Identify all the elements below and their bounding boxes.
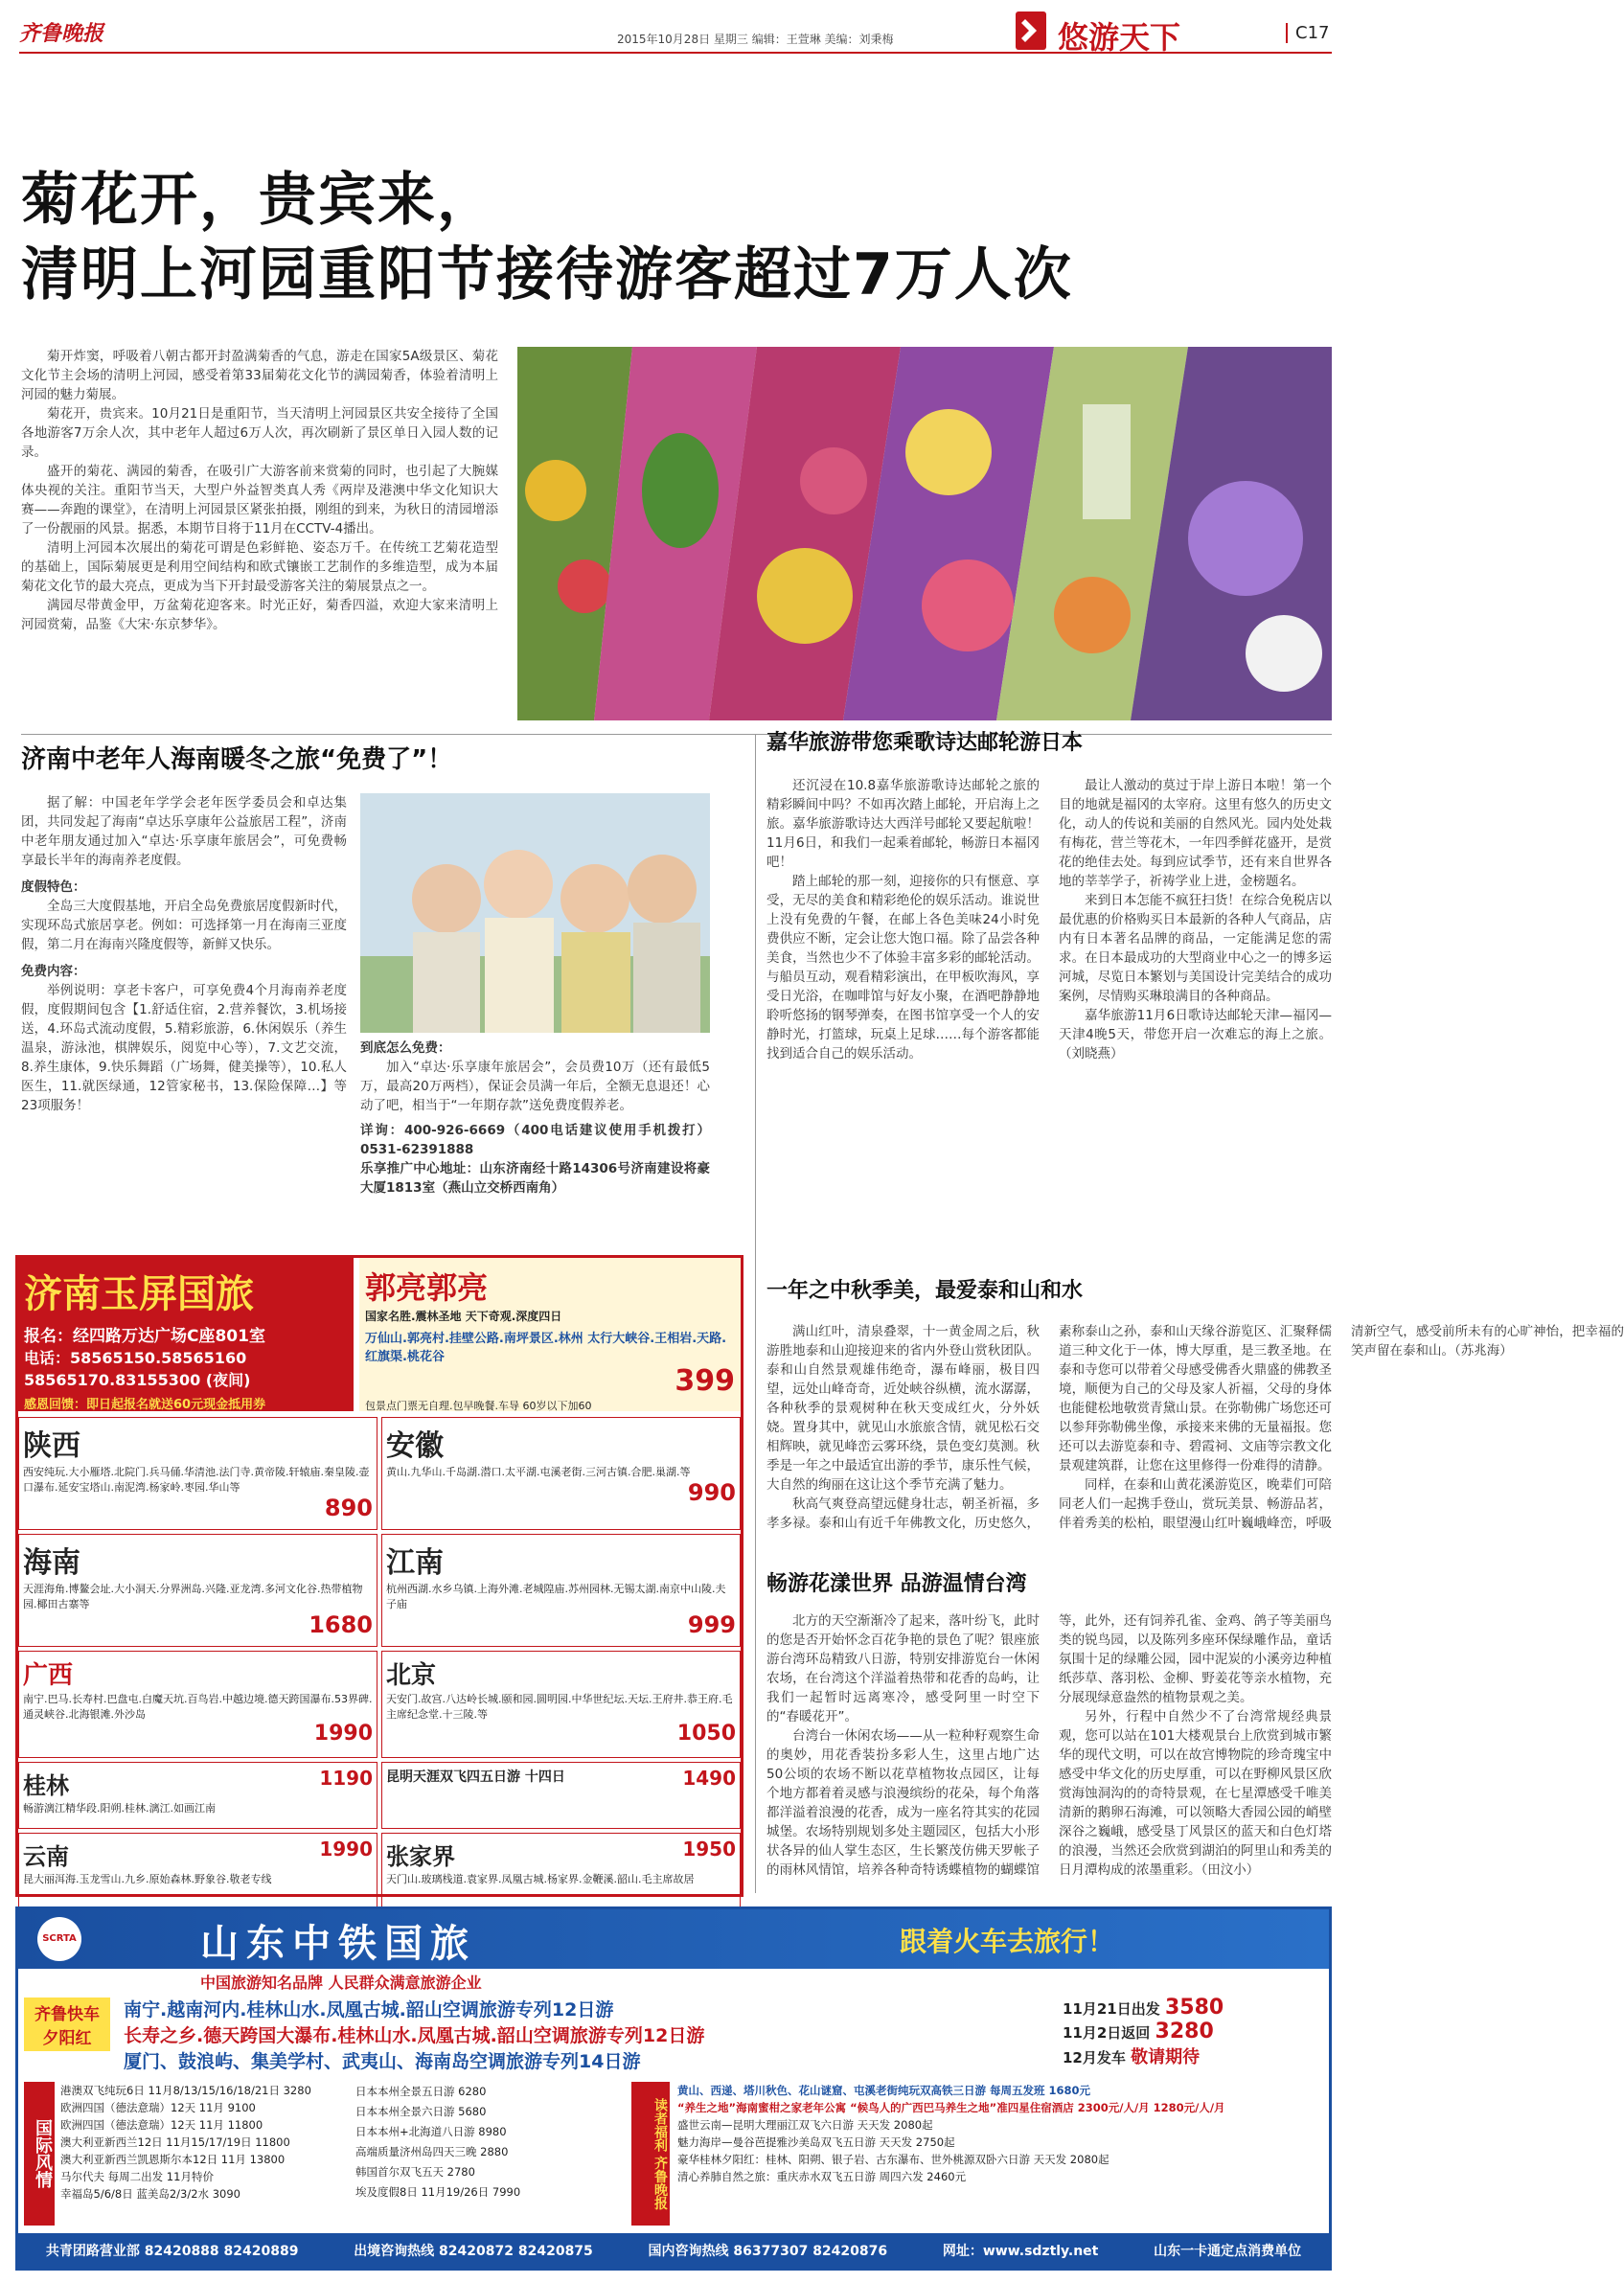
list-item: 盛世云南—昆明大理丽江双飞六日游 天天发 2080起 (677, 2118, 933, 2132)
list-item: 日本本州全景五日游 6280 (355, 2085, 487, 2098)
intl-badge: 国际风情 (24, 2082, 55, 2226)
story3-body (766, 776, 1332, 1267)
dest-guangxi (18, 1651, 377, 1758)
paragraph: 北方的天空渐渐冷了起来，落叶纷飞，此时的您是否开始怀念百花争艳的景色了呢？银座旅游台湾环岛精致八日游，特别安排游览台一休闲农场，在台湾这个洋溢着热带和花香的岛屿，让我们一起暂时远离寒冷，感受阿里一时空下的“春暖花开”。 (766, 1613, 1040, 1724)
dest-price: 1990 (313, 1722, 373, 1746)
headline-line-1: 菊花开，贵宾来， (21, 167, 496, 234)
agency-address: 报名：经四路万达广场C座801室 (24, 1327, 265, 1346)
issue-meta: 2015年10月28日 星期三 编辑：王萱琳 美编：刘秉梅 (617, 33, 894, 46)
dest-route: 天涯海角.博鳌会址.大小洞天.分界洲岛.兴隆.亚龙湾.多河文化谷.热带植物园.椰田古寨等 (23, 1583, 363, 1610)
ad2-footer (18, 2233, 1329, 2268)
paragraph: 全岛三大度假基地，开启全岛免费旅居度假新时代，实现环岛式旅居享老。例如：可选择第一月在海南三亚度假，第二月在海南兴隆度假等，新鲜又快乐。 (21, 899, 347, 952)
list-item: 埃及度假8日 11月19/26日 7990 (355, 2185, 521, 2199)
story1-body (21, 347, 498, 634)
paragraph: 举例说明：享老卡客户，可享免费4个月海南养老度假，度假期间包含【1.舒适住宿，2.营养餐饮，3.机场接送，4.环岛式流动度假，5.精彩旅游，6.休闲娱乐（养生温泉，游泳池，棋牌娱乐，阅览中心等），7.文艺交流，8.养生康体，9.快乐舞蹈（广场舞，健美操等），10.私人医生，11.就医绿通，12管家秘书，13.保险保障…】等23项服务！ (21, 983, 347, 1113)
guoliang-price: 399 (675, 1364, 735, 1398)
paragraph: 秋高气爽登高望远健身壮志，朝圣祈福，多孝多禄。泰和山有近千年佛教文化，历史悠久，素称泰山之孙，泰和山天缘谷游览区、汇聚释儒道三种文化于一体，博大厚重，是三教圣地。在泰和寺您可以带着父母感受佛香火鼎盛的佛教圣境，顺便为自己的父母及家人祈福，父母的身体也能健松地敬赏青黛山景。在弥勒佛广场您还可以参拜弥勒佛坐像，承接来来佛的无量福报。您还可以去游览泰和寺、碧霞祠、文庙等宗教文化景观建筑群，让您在这里修得一份难得的清静。 (766, 1324, 1332, 1531)
price: 3280 (1155, 2020, 1214, 2043)
list-item: 欧洲四国（德法意瑞）12天 11月 11800 (60, 2118, 263, 2132)
guoliang-route: 万仙山.郭亮村.挂壁公路.南坪景区.林州 太行大峡谷.王相岩.天路.红旗渠.桃花谷 (365, 1332, 727, 1364)
dest-price: 1190 (319, 1767, 373, 1790)
dest-name: 张家界 (386, 1843, 455, 1870)
ad2-agency-name: 山东中铁国旅 (200, 1922, 476, 1966)
section-name: 悠游天下 (1058, 19, 1181, 56)
dest-shaanxi (18, 1417, 377, 1530)
train-line: 南宁.越南河内.桂林山水.凤凰古城.韶山空调旅游专列12日游 (124, 1999, 614, 2020)
paragraph: 同样，在泰和山黄花溪游览区，晚辈们可陪同老人们一起携手登山，赏玩美景、畅游品茗，伴着秀美的松柏，眼望漫山红叶巍峨峰峦，呼吸清新空气，感受前所未有的心旷神怡，把幸福的笑声留在泰和山。（苏兆海） (1059, 1324, 1624, 1531)
dest-price: 1990 (319, 1838, 373, 1861)
list-item: 幸福岛5/6/8日 蓝美岛2/3/2水 3090 (60, 2187, 240, 2201)
dest-route: 天安门.故宫.八达岭长城.颐和园.圆明园.中华世纪坛.天坛.王府井.恭王府.毛主席纪念堂.十三陵.等 (386, 1693, 733, 1721)
dest-name: 海南 (23, 1546, 80, 1580)
zhongtie-travel-ad (15, 1906, 1332, 2271)
subhead: 免费内容： (21, 964, 86, 979)
list-item: 高端质量济州岛四天三晚 2880 (355, 2145, 509, 2158)
asia-list (355, 2082, 624, 2203)
footer-contact: 出境咨询热线 82420872 82420875 (354, 2244, 593, 2259)
list-item: 豪华桂林夕阳红：桂林、阳朔、银子岩、古东瀑布、世外桃源双卧六日游 天天发 2080起 (677, 2153, 1109, 2166)
reader-list (677, 2082, 1321, 2185)
dest-beijing (381, 1651, 741, 1758)
paragraph: 来到日本怎能不疯狂扫货！在综合免税店以最优惠的价格购买日本最新的各种人气商品，店内有日本著名品牌的商品，一定能满足您的需求。在日本最成功的大型商业中心之一的博多运河城，尽览日本繁划与美国设计完美结合的成功案例，尽情购买琳琅满目的各种商品。 (1059, 893, 1332, 1004)
story2-body-right (360, 1039, 710, 1198)
paragraph: 踏上邮轮的那一刻，迎接你的只有惬意、享受，无尽的美食和精彩绝伦的娱乐活动。谁说世上没有免费的午餐，在邮上各色美味24小时免费供应不断，定会让您大饱口福。除了品尝各种美食，当然也少不了体验丰富多彩的邮轮活动。与船员互动，观看精彩演出，在甲板吹海风，享受日光浴，在咖啡馆与好友小聚，在酒吧静静地聆听悠扬的钢琴弹奏，在图书馆享受一个人的安静时光，打篮球，玩桌上足球……每个游客都能找到适合自己的娱乐活动。 (766, 874, 1040, 1062)
scrta-logo-icon: SCRTA (37, 1917, 81, 1961)
train-line: 厦门、鼓浪屿、集美学村、武夷山、海南岛空调旅游专列14日游 (124, 2051, 641, 2072)
story2-title: 济南中老年人海南暖冬之旅“免费了”！ (21, 745, 453, 774)
contact-address: 乐享推广中心地址：山东济南经十路14306号济南建设将豪大厦1813室（燕山立交桥西南角） (360, 1161, 710, 1196)
story2-body-left (21, 793, 347, 1115)
ad-brand-block (18, 1258, 354, 1411)
promo-note: 感恩回馈：即日起报名就送60元现金抵用券 (24, 1398, 266, 1412)
list-item: 韩国首尔双飞五天 2780 (355, 2165, 475, 2179)
story4-body (766, 1322, 1624, 1550)
story3-title: 嘉华旅游带您乘歌诗达邮轮游日本 (766, 731, 1084, 755)
paragraph: 最让人激动的莫过于岸上游日本啦！第一个目的地就是福冈的太宰府。这里有悠久的历史文化，动人的传说和美丽的自然风光。园内处处栽有梅花，营兰等花木，一年四季鲜花盛开，是赏花的绝佳去处。每到应试季节，还有来自世界各地的莘莘学子，祈祷学业上进，金榜题名。 (1059, 778, 1332, 889)
guoliang-foot: 包景点门票无自理.包早晚餐.车导 60岁以下加60 (365, 1400, 592, 1412)
dest-price: 990 (687, 1479, 736, 1506)
list-item: 澳大利亚新西兰凯恩斯尔本12日 11月 13800 (60, 2153, 286, 2166)
dest-route: 昆大丽洱海.玉龙雪山.九乡.原始森林.野象谷.敬老专线 (23, 1873, 272, 1885)
footer-contact: 共青团路营业部 82420888 82420889 (45, 2244, 299, 2259)
list-item: 欧洲四国（德法意瑞）12天 11月 9100 (60, 2101, 256, 2114)
story5-body (766, 1611, 1332, 1899)
train-lines (124, 1996, 1043, 2073)
paragraph: 盛开的菊花、满园的菊香，在吸引广大游客前来赏菊的同时，也引起了大腕媒体央视的关注。重阳节当天，大型户外益智类真人秀《两岸及港澳中华文化知识大赛——奔跑的课堂》，在清明上河园景区紧张拍摄，刚组的到来，为秋日的清园增添了一份靓丽的风景。据悉，本期节目将于11月在CCTV-4播出。 (21, 464, 498, 537)
list-item: 魅力海岸—曼谷芭提雅沙美岛双飞五日游 天天发 2750起 (677, 2135, 955, 2149)
dest-route: 南宁.巴马.长寿村.巴盘屯.白魔天坑.百鸟岩.中越边境.德天跨国瀑布.53界碑.通灵峡谷.北海银滩.外沙岛 (23, 1693, 373, 1721)
train-badge: 齐鲁快车 夕阳红 (24, 1998, 110, 2051)
agency-phone: 电话：58565150.58565160 (24, 1349, 247, 1367)
dest-name: 昆明天涯双飞四五日游 十四日 (386, 1769, 565, 1785)
departure: 11月21日出发 (1063, 2000, 1160, 2018)
dest-name: 广西 (23, 1661, 74, 1690)
train-line: 长寿之乡.德天跨国大瀑布.桂林山水.凤凰古城.韶山空调旅游专列12日游 (124, 2025, 705, 2046)
story5-title: 畅游花漾世界 品游温情台湾 (766, 1572, 1027, 1596)
dest-yunnan (18, 1833, 377, 1909)
price: 敬请期待 (1131, 2047, 1201, 2067)
ad2-slogan-train: 跟着火车去旅行！ (900, 1926, 1115, 1957)
paragraph: 清明上河园本次展出的菊花可谓是色彩鲜艳、姿态万千。在传统工艺菊花造型的基础上，国际菊展更是利用空间结构和欧式镶嵌工艺制作的多维造型，成为本届菊花文化节的最大亮点，更成为当下开封最受游客关注的菊展景点之一。 (21, 540, 498, 594)
guoliang-sub: 国家名胜.震林圣地 天下奇观.深度四日 (365, 1310, 562, 1323)
dest-name: 江南 (386, 1546, 444, 1580)
guoliang-block (359, 1258, 741, 1411)
list-item: 黄山、西递、塔川秋色、花山谜窟、屯溪老街纯玩双高铁三日游 每周五发班 1680元 (677, 2084, 1091, 2097)
paragraph: 满园尽带黄金甲，万盆菊花迎客来。时光正好，菊香四溢，欢迎大家来清明上河园赏菊，品鉴《大宋·东京梦华》。 (21, 598, 498, 632)
page-header (19, 10, 1332, 54)
dest-route: 黄山.九华山.千岛湖.潜口.太平湖.屯溪老街.三河古镇.合肥.巢湖.等 (386, 1466, 691, 1478)
paragraph: 加入“卓达·乐享康年旅居会”，会员费10万（还有最低5万，最高20万两档），保证会员满一年后，全额无息退还！心动了吧，相当于“一年期存款”送免费度假养老。 (360, 1060, 710, 1113)
chrysanthemum-photo-collage (517, 347, 1332, 720)
dest-route: 西安纯玩.大小雁塔.北院门.兵马俑.华清池.法门寺.黄帝陵.轩辕庙.秦皇陵.壶口瀑布.延安宝塔山.南泥湾.杨家岭.枣园.华山等 (23, 1466, 370, 1494)
dest-anhui (381, 1417, 741, 1530)
dest-route: 天门山.玻璃栈道.袁家界.凤凰古城.杨家界.金鞭溪.韶山.毛主席故居 (386, 1873, 695, 1885)
paragraph: 满山红叶，清泉叠翠，十一黄金周之后，秋游胜地泰和山迎接迎来的省内外登山赏秋团队。泰和山自然景观雄伟绝奇，瀑布峰丽，极目四望，远处山峰奇奇，近处峡谷纵横，流水潺潺，各种秋季的景观树种在秋天变成红火，分外妖娆。置身其中，就见山水旅旅含情，就见松石交相辉映，就见峰峦云雾环绕，景色变幻莫测。秋季是一年之中最适宜出游的季节，康乐性气候，大自然的绚丽在这让这个季节充满了魅力。 (766, 1324, 1040, 1493)
dest-kunming (381, 1762, 741, 1829)
main-headline (21, 163, 1073, 312)
dest-price: 1680 (309, 1611, 373, 1638)
footer-note: 山东一卡通定点消费单位 (1154, 2244, 1302, 2259)
agency-phone-2: 58565170.83155300 (24, 1371, 201, 1389)
paragraph: 据了解：中国老年学学会老年医学委员会和卓达集团，共同发起了海南“卓达乐享康年公益旅居工程”，济南中老年朋友通过加入“卓达·乐享康年旅居会”，可免费畅享最长半年的海南养老度假。 (21, 795, 347, 868)
departure: 12月发车 (1063, 2049, 1126, 2066)
yuping-travel-ad (15, 1255, 743, 1897)
destination-grid (18, 1417, 741, 1909)
paragraph: 另外，行程中自然少不了台湾常规经典景观，您可以站在101大楼观景台上欣赏到城市繁华的现代文明，可以在故宫博物院的珍奇瑰宝中感受中华文化的历史厚重，可以在野柳风景区欣赏海蚀洞沟的的奇特景观，在七星潭感受千唯美清新的鹅卵石海滩，可以领略大香园公园的峭壁深谷之巍峨，感受垦丁风景区的蓝天和白色灯塔的浪漫，当然还会欣赏到湖泊的阿里山和秀美的日月潭构成的浓墨重彩。（田汶小） (1059, 1709, 1332, 1878)
column-divider (755, 734, 756, 1893)
dest-jiangnan (381, 1534, 741, 1647)
list-item: 清心养肺自然之旅：重庆赤水双飞五日游 周四六发 2460元 (677, 2170, 967, 2183)
paragraph: 菊开炸窦，呼吸着八朝古都开封盈满菊香的气息，游走在国家5A级景区、菊花文化节主会场的清明上河园，感受着第33届菊花文化节的满园菊香，体验着清明上河园的魅力菊展。 (21, 349, 498, 402)
dest-name: 北京 (386, 1661, 437, 1690)
price: 3580 (1164, 1996, 1224, 2020)
paragraph: 菊花开，贵宾来。10月21日是重阳节，当天清明上河园景区共安全接待了全国各地游客7万余人次，其中老年人超过6万人次，再次刷新了景区单日入园人数的记录。 (21, 406, 498, 460)
story4-title: 一年之中秋季美，最爱泰和山和水 (766, 1279, 1084, 1303)
subhead: 度假特色： (21, 879, 86, 895)
dest-guilin (18, 1762, 377, 1829)
list-item: 澳大利亚新西兰12日 11月15/17/19日 11800 (60, 2135, 290, 2149)
dest-route: 畅游漓江精华段.阳朔.桂林.漓江.如画江南 (23, 1802, 216, 1815)
contact-phone: 详询：400-926-6669（400电话建议使用手机拨打）0531-62391888 (360, 1123, 710, 1157)
divider (21, 734, 1332, 735)
paragraph: 台湾台一休闲农场——从一粒种籽观察生命的奥妙，用花香装扮多彩人生，这里占地广达50公顷的农场不断以花草植物妆点园区，让每个地方都着着灵感与浪漫缤纷的花朵，每个角落都洋溢着浪漫的花香，成为一座名符其实的花园城堡。农场特别规划多处主题园区，包括大小形状各异的仙人掌生态区，生长繁茂仿佛天罗帐子的雨林风情馆，培养各种奇特诱蝶植物的蝴蝶馆等，此外，还有饲养孔雀、金鸡、鸽子等美丽鸟类的锐鸟园，以及陈列多座环保绿雕作品，童话氛围十足的绿雕公园，园中泥炭的小溪旁边种植纸莎草、落羽松、金柳、野姜花等亲水植物，充分展现绿意盎然的植物景观之美。 (766, 1613, 1332, 1878)
departure: 11月2日返回 (1063, 2024, 1151, 2042)
reader-badge: 读者福利 齐鲁晚报 (631, 2082, 670, 2226)
page-number: C17 (1286, 23, 1329, 43)
seniors-photo (360, 793, 710, 1033)
dest-price: 1490 (682, 1767, 736, 1790)
ad2-slogan: 中国旅游知名品牌 人民群众满意旅游企业 (200, 1974, 482, 1992)
list-item: 马尔代夫 每周二出发 11月特价 (60, 2170, 214, 2183)
footer-website: 网址：www.sdztly.net (942, 2244, 1099, 2259)
list-item: “养生之地”海南蜜柑之家老年公寓 “候鸟人的广西巴马养生之地”准四星住宿酒店 2300元/人/月 1280元/人/月 (677, 2101, 1225, 2114)
dest-name: 云南 (23, 1843, 69, 1870)
ad2-banner (18, 1909, 1329, 1969)
dest-hainan (18, 1534, 377, 1647)
list-item: 日本本州全景六日游 5680 (355, 2105, 487, 2118)
list-item: 港澳双飞纯玩6日 11月8/13/15/16/18/21日 3280 (60, 2084, 311, 2097)
dest-zhangjiajie (381, 1833, 741, 1909)
section-logo-icon (1016, 11, 1046, 50)
subhead: 到底怎么免费： (360, 1040, 451, 1056)
footer-contact: 国内咨询热线 86377307 82420876 (648, 2244, 888, 2259)
paragraph: 嘉华旅游11月6日歌诗达邮轮天津—福冈—天津4晚5天，带您开启一次难忘的海上之旅。（刘晓燕） (1059, 1008, 1332, 1062)
dest-name: 桂林 (23, 1772, 69, 1799)
train-schedule (1063, 1996, 1321, 2068)
list-item: 日本本州+北海道八日游 8980 (355, 2125, 507, 2138)
dest-name: 陕西 (23, 1429, 80, 1463)
guoliang-title: 郭亮郭亮 (365, 1269, 489, 1306)
paragraph: 还沉浸在10.8嘉华旅游歌诗达邮轮之旅的精彩瞬间中吗？不如再次踏上邮轮，开启海上之旅。嘉华旅游歌诗达大西洋号邮轮又要起航啦！11月6日，和我们一起乘着邮轮，畅游日本福冈吧！ (766, 778, 1040, 870)
night-label: (夜间) (205, 1371, 251, 1389)
dest-price: 1050 (676, 1722, 736, 1746)
newspaper-brand: 齐鲁晚报 (19, 21, 104, 46)
dest-price: 999 (687, 1611, 736, 1638)
dest-price: 890 (324, 1495, 373, 1521)
agency-name: 济南玉屏国旅 (24, 1272, 254, 1316)
dest-name: 安徽 (386, 1429, 444, 1463)
dest-price: 1950 (682, 1838, 736, 1861)
dest-route: 杭州西湖.水乡乌镇.上海外滩.老城隍庙.苏州园林.无锡太湖.南京中山陵.夫子庙 (386, 1583, 726, 1610)
intl-list (60, 2082, 348, 2203)
headline-line-2: 清明上河园重阳节接待游客超过7万人次 (21, 241, 1073, 308)
